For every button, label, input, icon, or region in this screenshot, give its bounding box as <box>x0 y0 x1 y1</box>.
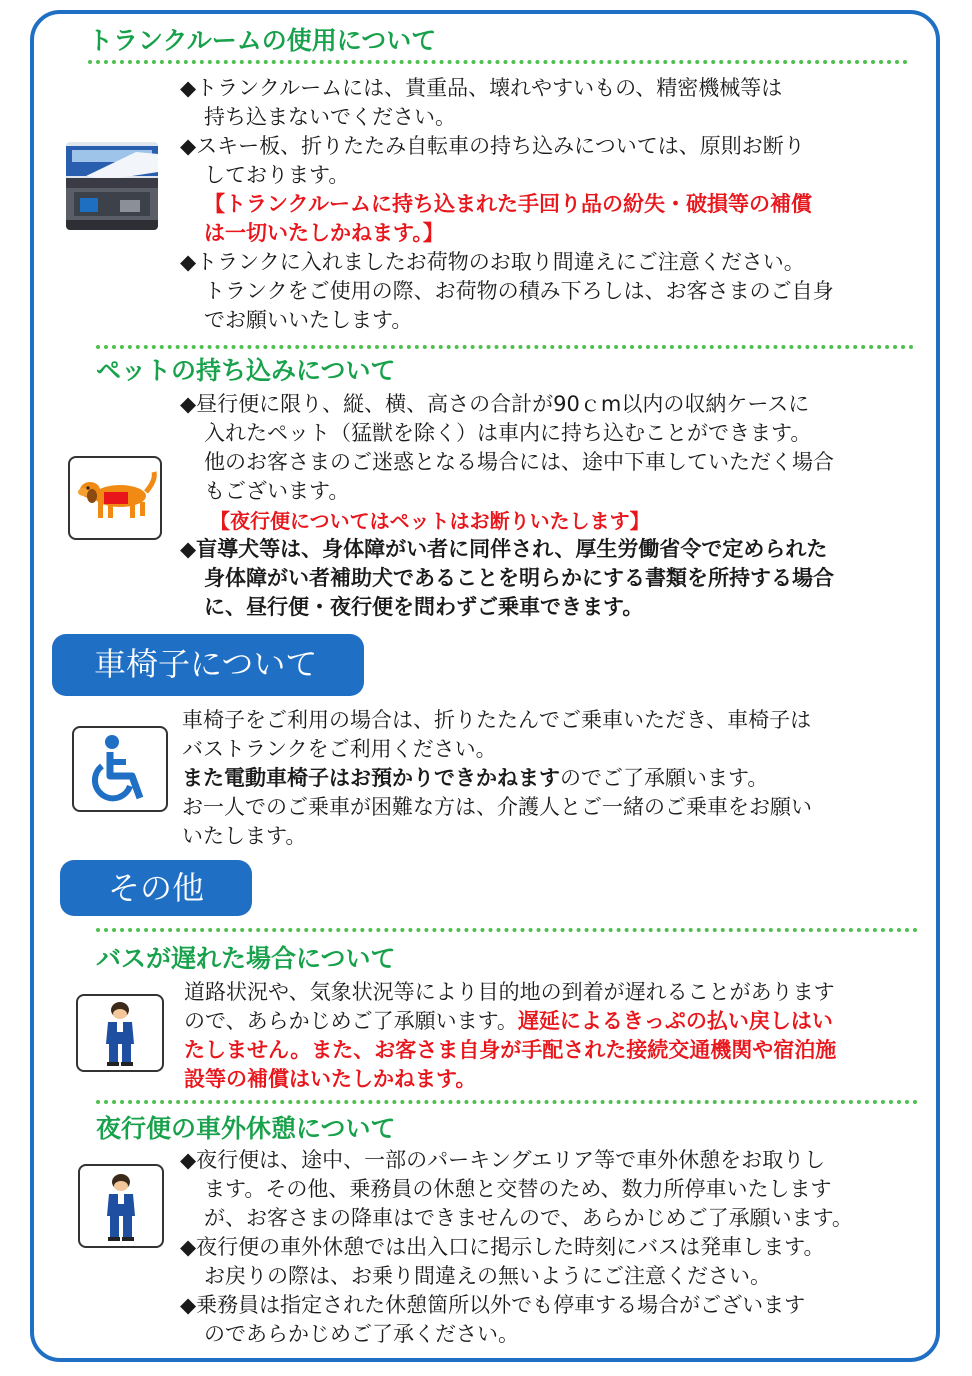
rest-line-3: が、お客さまの降車はできませんので、あらかじめご了承願います。 <box>204 1206 853 1230</box>
pets-guide-dog-line-2: 身体障がい者補助犬であることを明らかにする書類を所持する場合 <box>204 566 834 590</box>
trunk-line-2: 持ち込まないでください。 <box>204 105 456 129</box>
trunk-line-8: トランクをご使用の際、お荷物の積み下ろしは、お客さまのご自身 <box>204 279 834 303</box>
other-title: その他 <box>60 860 252 916</box>
trunk-line-1: ◆トランクルームには、貴重品、壊れやすいもの、精密機械等は <box>180 76 783 100</box>
trunk-warning-line-2: は一切いたしかねます。】 <box>204 221 444 245</box>
pets-line-1: ◆昼行便に限り、縦、横、高さの合計が90ｃm以内の収納ケースに <box>180 392 810 416</box>
bus-trunk-photo <box>66 142 158 230</box>
wheelchair-line-4: お一人でのご乗車が困難な方は、介護人とご一緒のご乗車をお願い <box>182 795 812 819</box>
bowing-staff-icon <box>76 994 164 1072</box>
wheelchair-line-3-rest: のでご了承願います。 <box>560 766 769 790</box>
pets-line-4: もございます。 <box>204 479 350 503</box>
rest-divider <box>96 1100 918 1104</box>
delay-warning-start: 遅延によるきっぷの払い戻しはい <box>517 1009 833 1033</box>
rest-heading: 夜行便の車外休憩について <box>96 1114 396 1143</box>
rest-line-5: お戻りの際は、お乗り間違えの無いようにご注意ください。 <box>204 1264 771 1288</box>
trunk-line-4: しております。 <box>204 163 350 187</box>
pets-heading: ペットの持ち込みについて <box>96 356 396 385</box>
delay-heading: バスが遅れた場合について <box>96 944 396 973</box>
wheelchair-line-1: 車椅子をご利用の場合は、折りたたんでご乗車いただき、車椅子は <box>182 708 812 732</box>
rest-line-4: ◆夜行便の車外休憩では出入口に掲示した時刻にバスは発車します。 <box>180 1235 825 1259</box>
trunk-line-3: ◆スキー板、折りたたみ自転車の持ち込みについては、原則お断り <box>180 134 805 158</box>
wheelchair-line-2: バストランクをご利用ください。 <box>182 737 497 761</box>
trunk-line-7: ◆トランクに入れましたお荷物のお取り間違えにご注意ください。 <box>180 250 805 274</box>
wheelchair-line-5: いたします。 <box>182 824 307 848</box>
pets-guide-dog-line-3: に、昼行便・夜行便を問わずご乗車できます。 <box>204 595 644 619</box>
pets-warning: 【夜行便についてはペットはお断りいたします】 <box>210 509 650 533</box>
trunk-heading: トランクルームの使用について <box>88 26 437 55</box>
pets-line-2: 入れたペット（猛獣を除く）は車内に持ち込むことができます。 <box>204 421 812 445</box>
wheelchair-line-3 <box>182 764 768 793</box>
wheelchair-bold-notice: また電動車椅子はお預かりできかねます <box>182 766 560 790</box>
rest-line-7: のであらかじめご了承ください。 <box>204 1322 519 1346</box>
pets-guide-dog-line-1: ◆盲導犬等は、身体障がい者に同伴され、厚生労働省令で定められた <box>180 537 828 561</box>
delay-warning-line-3: 設等の補償はいたしかねます。 <box>184 1067 477 1091</box>
pets-divider <box>96 345 914 349</box>
dog-icon <box>68 456 162 540</box>
rest-line-6: ◆乗務員は指定された休憩箇所以外でも停車する場合がございます <box>180 1293 806 1317</box>
trunk-line-9: でお願いいたします。 <box>204 308 413 332</box>
rest-line-1: ◆夜行便は、途中、一部のパーキングエリア等で車外休憩をお取りし <box>180 1148 826 1172</box>
wheelchair-icon <box>72 726 168 812</box>
wheelchair-title: 車椅子について <box>52 634 364 696</box>
delay-line-1: 道路状況や、気象状況等により目的地の到着が遅れることがあります <box>184 980 835 1004</box>
trunk-warning-line-1: 【トランクルームに持ち込まれた手回り品の紛失・破損等の補償 <box>204 192 812 216</box>
delay-divider <box>96 928 918 932</box>
delay-line-2-normal: ので、あらかじめご了承願います。 <box>184 1009 518 1033</box>
delay-warning-line-2: たしません。また、お客さま自身が手配された接続交通機関や宿泊施 <box>184 1038 837 1062</box>
bowing-staff-icon <box>78 1164 164 1248</box>
delay-line-2 <box>184 1007 833 1036</box>
pets-line-3: 他のお客さまのご迷惑となる場合には、途中下車していただく場合 <box>204 450 834 474</box>
rest-line-2: ます。その他、乗務員の休憩と交替のため、数力所停車いたします <box>204 1177 832 1201</box>
trunk-divider <box>88 60 908 64</box>
